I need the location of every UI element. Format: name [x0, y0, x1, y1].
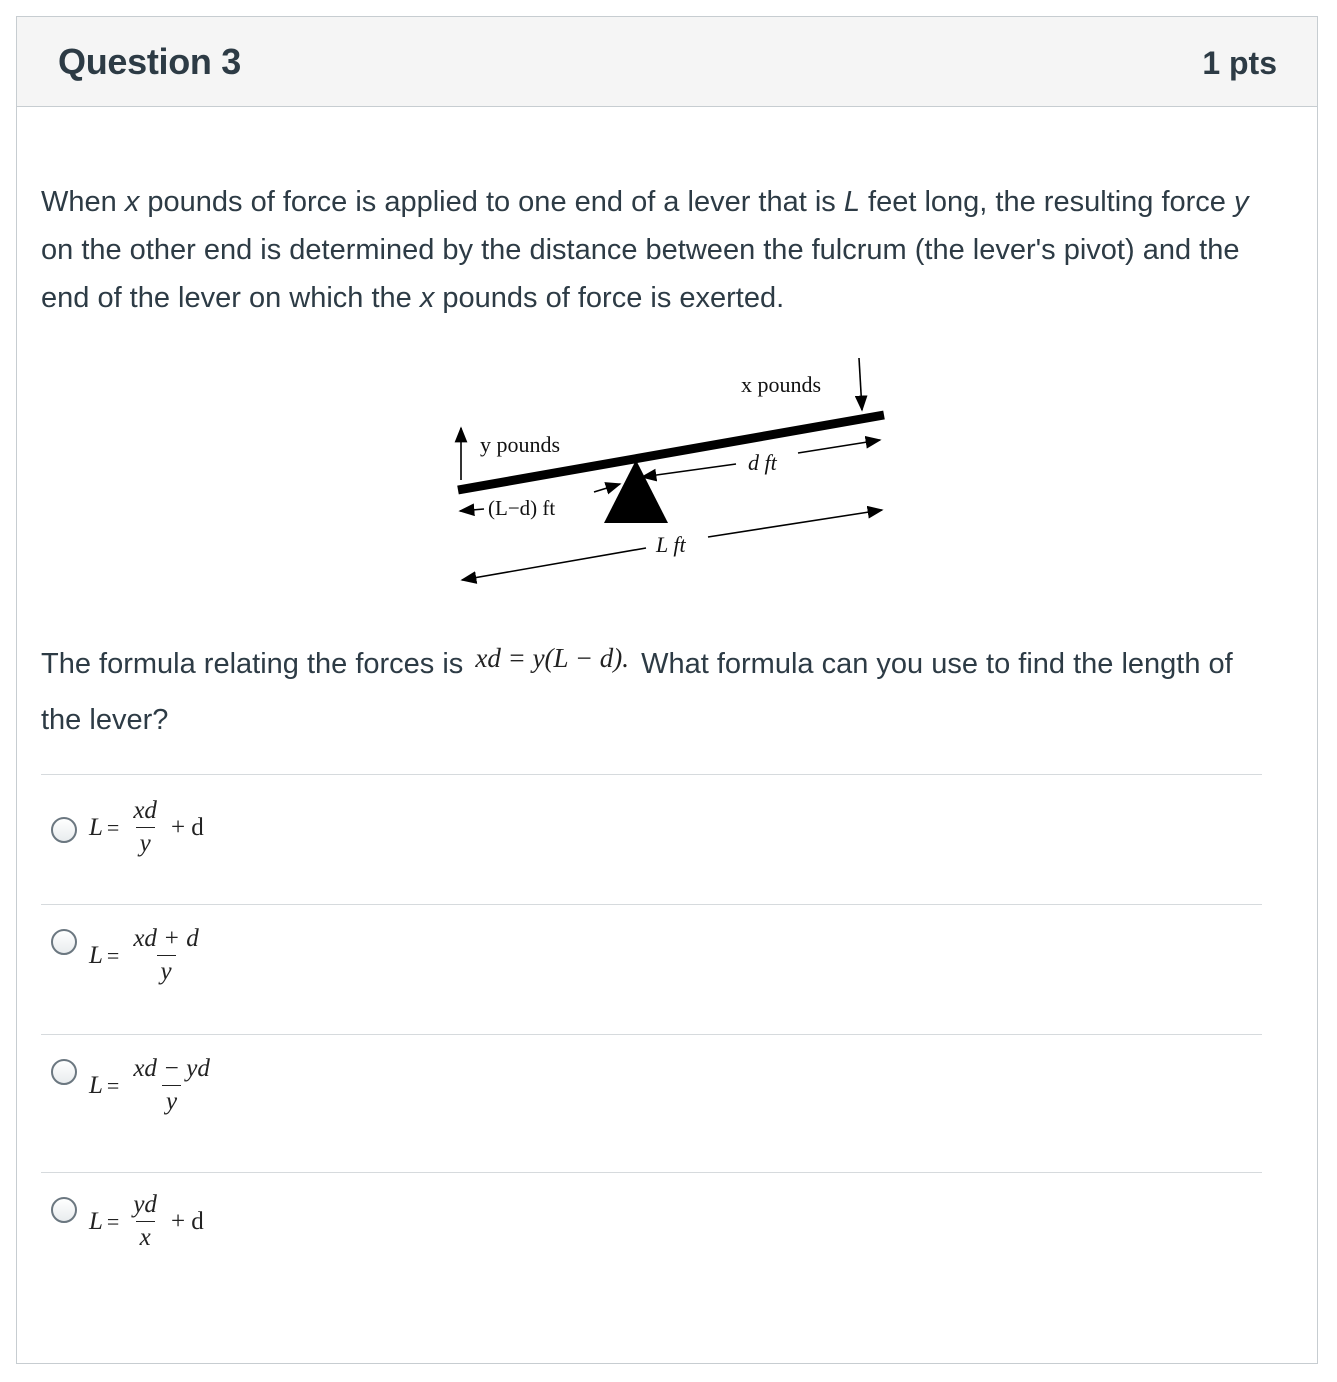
question-header — [17, 17, 1317, 107]
radio-button[interactable] — [51, 1059, 77, 1085]
question-text: When x pounds of force is applied to one end of a lever that is L feet long, the resulting force y on the other end is determined by the distance between the fulcrum (the lever's pivot) and the end of the lever on which the x pounds of force is exerted. — [41, 186, 1249, 314]
fraction: $\frac{xd}{y}$ — [133, 797, 157, 857]
l-minus-d-label: (L−d) ft — [488, 496, 556, 520]
answer-formula: L = $\frac{xd - yd}{y}$ — [89, 1055, 220, 1116]
answer-option[interactable] — [41, 1034, 1262, 1172]
l-arrow-left — [462, 548, 646, 580]
d-ft-label: d ft — [748, 450, 777, 475]
answer-option[interactable] — [41, 1172, 1262, 1302]
answer-formula: L = $\frac{yd}{x}$ + d — [89, 1191, 204, 1251]
answer-list — [41, 774, 1262, 1302]
l-arrow-right — [708, 510, 882, 537]
formula-prompt: The formula relating the forces is xd = y(L − d). What formula can you use to find the length of the lever? — [41, 643, 1233, 736]
answer-formula: L = $\frac{xd + d}{y}$ — [89, 925, 209, 986]
fulcrum-triangle — [604, 460, 668, 523]
radio-button[interactable] — [51, 817, 77, 843]
d-arrow-left — [642, 464, 736, 477]
ld-arrow-right — [594, 484, 620, 492]
question-points: 1 pts — [1202, 45, 1277, 81]
radio-button[interactable] — [51, 1197, 77, 1223]
l-ft-label: L ft — [656, 532, 686, 557]
answer-option[interactable] — [41, 904, 1262, 1034]
answer-formula: L = $\frac{xd}{y}$ + d — [89, 797, 204, 857]
x-force-arrow — [859, 358, 862, 410]
given-formula: xd = y(L − d). — [475, 643, 630, 673]
radio-button[interactable] — [51, 929, 77, 955]
y-pounds-label: y pounds — [480, 432, 561, 457]
x-pounds-label: x pounds — [741, 372, 822, 397]
question-title: Question 3 — [58, 41, 242, 82]
ld-arrow-left — [460, 509, 484, 511]
fraction: $\frac{xd - yd}{y}$ — [133, 1055, 210, 1115]
fraction: $\frac{yd}{x}$ — [133, 1191, 157, 1251]
answer-option[interactable] — [41, 774, 1262, 904]
lever-diagram — [436, 340, 896, 600]
fraction: $\frac{xd + d}{y}$ — [133, 925, 199, 985]
d-arrow-right — [798, 440, 880, 453]
